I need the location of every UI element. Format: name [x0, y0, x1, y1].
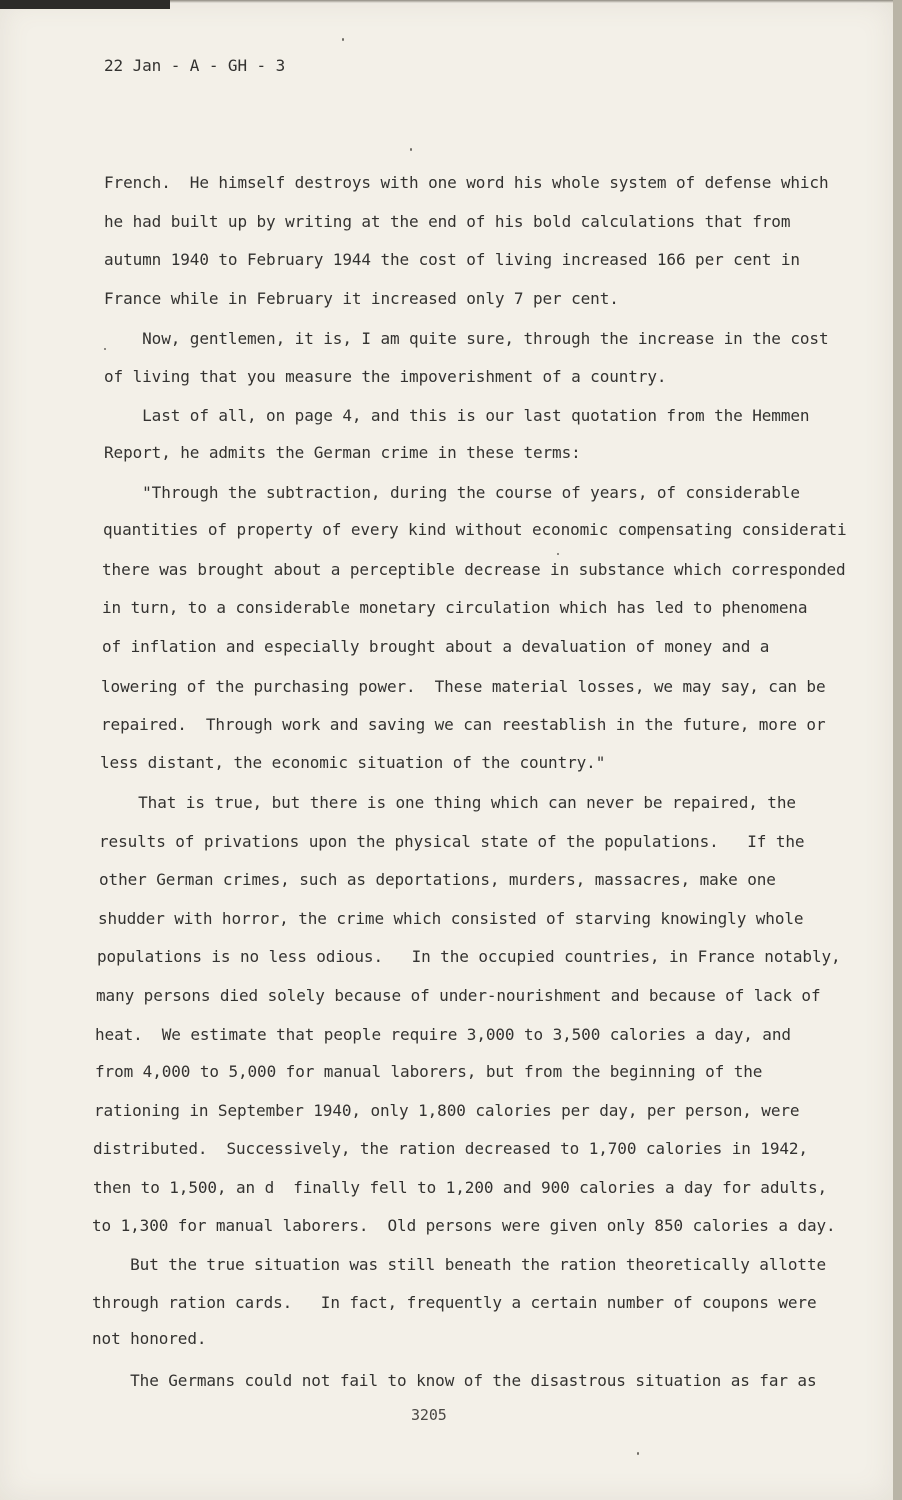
body-line: rationing in September 1940, only 1,800 calories per day, per person, were [94, 1101, 800, 1120]
body-line: shudder with horror, the crime which consisted of starving knowingly whole [98, 909, 804, 928]
body-line: heat. We estimate that people require 3,000 to 3,500 calories a day, and [95, 1025, 791, 1044]
body-line: less distant, the economic situation of the country." [100, 753, 606, 772]
body-line: through ration cards. In fact, frequently a certain number of coupons were [92, 1293, 817, 1312]
scan-edge-dark [0, 0, 170, 9]
body-line: there was brought about a perceptible decrease in substance which corresponded [102, 560, 846, 579]
body-line: The Germans could not fail to know of the disastrous situation as far as [92, 1371, 817, 1390]
body-line: of inflation and especially brought about a devaluation of money and a [102, 637, 770, 656]
body-line: from 4,000 to 5,000 for manual laborers, but from the beginning of the [95, 1062, 763, 1081]
body-line: results of privations upon the physical state of the populations. If the [99, 832, 805, 851]
scan-edge-shadow [170, 0, 893, 3]
page-header-ref: 22 Jan - A - GH - 3 [104, 56, 286, 75]
body-line: "Through the subtraction, during the course of years, of considerable [104, 483, 800, 502]
body-line: But the true situation was still beneath the ration theoretically allotte [92, 1255, 827, 1274]
body-line: many persons died solely because of under-nourishment and because of lack of [96, 986, 821, 1005]
body-line: in turn, to a considerable monetary circulation which has led to phenomena [102, 598, 808, 617]
body-line: That is true, but there is one thing which can never be repaired, the [100, 793, 796, 812]
body-line: France while in February it increased only 7 per cent. [104, 289, 619, 308]
body-line: to 1,300 for manual laborers. Old persons were given only 850 calories a day. [92, 1216, 836, 1235]
scan-speck [104, 348, 106, 350]
body-line: Report, he admits the German crime in these terms: [104, 443, 581, 462]
body-line: of living that you measure the impoverishment of a country. [104, 367, 667, 386]
body-line: Now, gentlemen, it is, I am quite sure, through the increase in the cost [104, 329, 829, 348]
body-line: repaired. Through work and saving we can reestablish in the future, more or [101, 715, 826, 734]
body-line: Last of all, on page 4, and this is our last quotation from the Hemmen [104, 406, 810, 425]
scan-edge-right [893, 0, 902, 1500]
page-number: 3205 [411, 1406, 447, 1424]
body-line: he had built up by writing at the end of his bold calculations that from [104, 212, 791, 231]
body-line: populations is no less odious. In the occupied countries, in France notably, [97, 947, 841, 966]
body-line: autumn 1940 to February 1944 the cost of living increased 166 per cent in [104, 250, 800, 269]
body-line: not honored. [92, 1329, 207, 1348]
body-line: French. He himself destroys with one word his whole system of defense which [104, 173, 829, 192]
body-line: lowering of the purchasing power. These material losses, we may say, can be [101, 677, 826, 696]
scan-speck [410, 148, 412, 151]
body-line: then to 1,500, an d finally fell to 1,200 and 900 calories a day for adults, [93, 1178, 828, 1197]
scan-speck [637, 1452, 639, 1455]
body-line: distributed. Successively, the ration decreased to 1,700 calories in 1942, [93, 1139, 808, 1158]
body-line: other German crimes, such as deportations, murders, massacres, make one [99, 870, 776, 889]
scan-speck [557, 553, 559, 555]
body-line: quantities of property of every kind without economic compensating considerati [103, 520, 847, 539]
scan-speck [342, 38, 344, 41]
